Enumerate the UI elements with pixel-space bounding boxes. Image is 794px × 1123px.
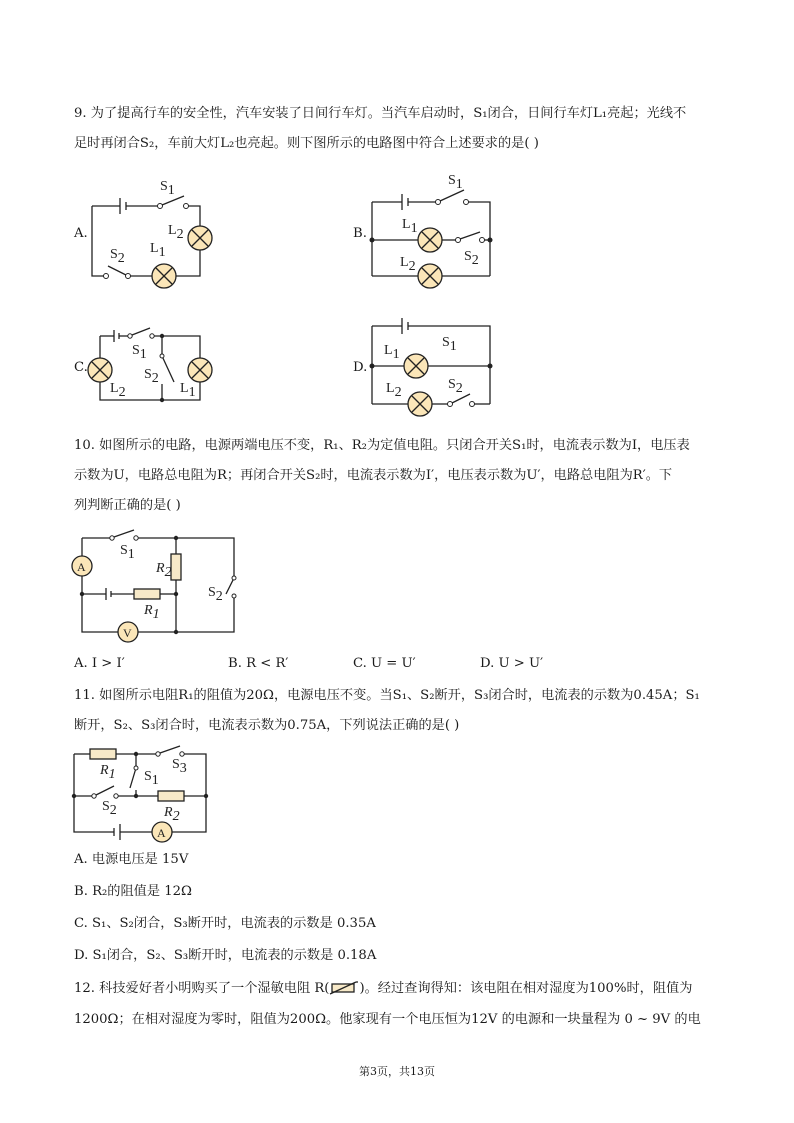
q11-option-c: C. S₁、S₂闭合，S₃断开时，电流表的示数是 0.35A: [74, 916, 376, 931]
q11-line1: 11. 如图所示电阻R₁的阻值为20Ω，电源电压不变。当S₁、S₂断开，S₃闭合时，电流表的示数为0.45A；S₁: [74, 688, 700, 703]
q9d-l1-label: L1: [384, 343, 400, 362]
q9a-s1-label: S1: [160, 179, 175, 198]
q11-option-d: D. S₁闭合，S₂、S₃断开时，电流表的示数是 0.18A: [74, 948, 377, 963]
q9a-s2-label: S2: [110, 247, 125, 266]
q12-line1-end: )。经过查询得知：该电阻在相对湿度为100%时，阻值为: [359, 981, 693, 996]
q11-s1-label: S1: [144, 769, 159, 788]
q10-r2-label: R2: [156, 561, 172, 580]
q9-line1: 9. 为了提高行车的安全性，汽车安装了日间行车灯。当汽车启动时，S₁闭合，日间行车灯L₁亮起；光线不: [74, 106, 687, 121]
q9b-l2-label: L2: [400, 255, 416, 274]
q9d-l2-label: L2: [386, 381, 402, 400]
q10-option-d: D. U > U′: [480, 656, 544, 671]
q10-voltmeter-label: V: [123, 626, 132, 640]
q10-s2-label: S2: [208, 585, 223, 604]
q11-line2: 断开，S₂、S₃闭合时，电流表示数为0.75A，下列说法正确的是( ): [74, 718, 460, 733]
q10-option-c: C. U = U′: [353, 656, 416, 671]
q11-s2-label: S2: [102, 799, 117, 818]
q11-r1-label: R1: [100, 763, 116, 782]
q9-circuit-d: [372, 314, 502, 414]
q9a-l1-label: L1: [150, 241, 166, 260]
q12-line2: 1200Ω；在相对湿度为零时，阻值为200Ω。他家现有一个电压恒为12V 的电源和一块量程为 0 ~ 9V 的电: [74, 1012, 701, 1027]
q9-circuit-a: [88, 170, 218, 290]
q9b-l1-label: L1: [402, 217, 418, 236]
q9a-l2-label: L2: [168, 223, 184, 242]
q10-ammeter-label: A: [77, 560, 86, 574]
humidity-resistor-icon: [329, 981, 359, 995]
q9b-s1-label: S1: [448, 173, 463, 192]
q12-line1-start: 12. 科技爱好者小明购买了一个湿敏电阻 R(: [74, 981, 330, 996]
q10-s1-label: S1: [120, 543, 135, 562]
q11-option-a: A. 电源电压是 15V: [74, 852, 189, 867]
q9b-s2-label: S2: [464, 249, 479, 268]
q11-s3-label: S3: [172, 757, 187, 776]
q9-circuit-b: [372, 168, 502, 298]
q9c-s1-label: S1: [132, 343, 147, 362]
q10-option-b: B. R < R′: [228, 656, 289, 671]
q10-line3: 列判断正确的是( ): [74, 498, 181, 513]
q9d-s1-label: S1: [442, 335, 457, 354]
q9d-s2-label: S2: [448, 377, 463, 396]
q9-option-c-label: C.: [74, 360, 88, 375]
q11-ammeter-label: A: [157, 826, 166, 840]
q12-line1: [74, 978, 692, 999]
q10-r1-label: R1: [144, 603, 160, 622]
page-footer: 第3页，共13页: [359, 1065, 435, 1078]
q9-option-a-label: A.: [74, 226, 88, 241]
q10-option-a: A. I > I′: [74, 656, 125, 671]
q11-option-b: B. R₂的阻值是 12Ω: [74, 884, 192, 899]
q10-line2: 示数为U，电路总电阻为R；再闭合开关S₂时，电流表示数为I′，电压表示数为U′，电路总电阻为R′。下: [74, 468, 673, 483]
q11-circuit: [72, 746, 212, 846]
q9c-l1-label: L1: [180, 381, 196, 400]
q9-option-d-label: D.: [353, 360, 368, 375]
q9-line2: 足时再闭合S₂，车前大灯L₂也亮起。则下图所示的电路图中符合上述要求的是( ): [74, 136, 539, 151]
q9-option-b-label: B.: [353, 226, 367, 241]
q10-circuit: [70, 532, 245, 647]
q11-r2-label: R2: [164, 805, 180, 824]
q9c-l2-label: L2: [110, 381, 126, 400]
q10-line1: 10. 如图所示的电路，电源两端电压不变，R₁、R₂为定值电阻。只闭合开关S₁时，电流表示数为I，电压表: [74, 438, 690, 453]
q9-circuit-c: [88, 324, 218, 414]
q9c-s2-label: S2: [144, 367, 159, 386]
